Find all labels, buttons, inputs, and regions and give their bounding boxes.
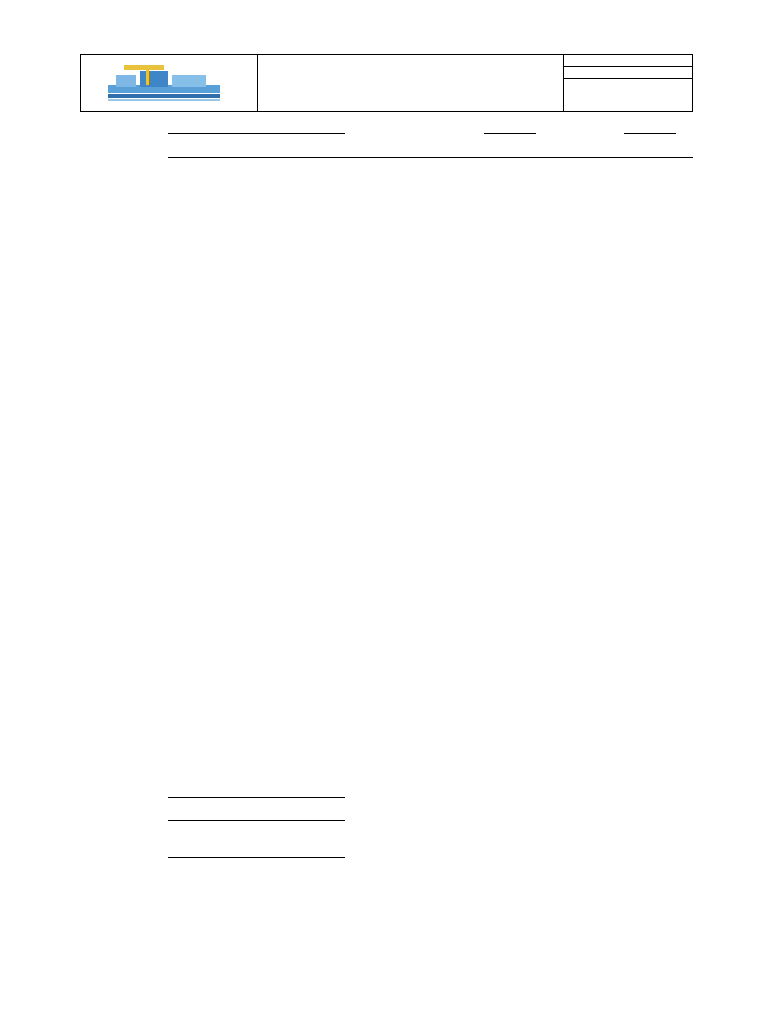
resp-obra-field[interactable]: [168, 857, 345, 858]
resp-trabajo-field[interactable]: [168, 797, 345, 798]
analista-field[interactable]: [168, 820, 345, 821]
